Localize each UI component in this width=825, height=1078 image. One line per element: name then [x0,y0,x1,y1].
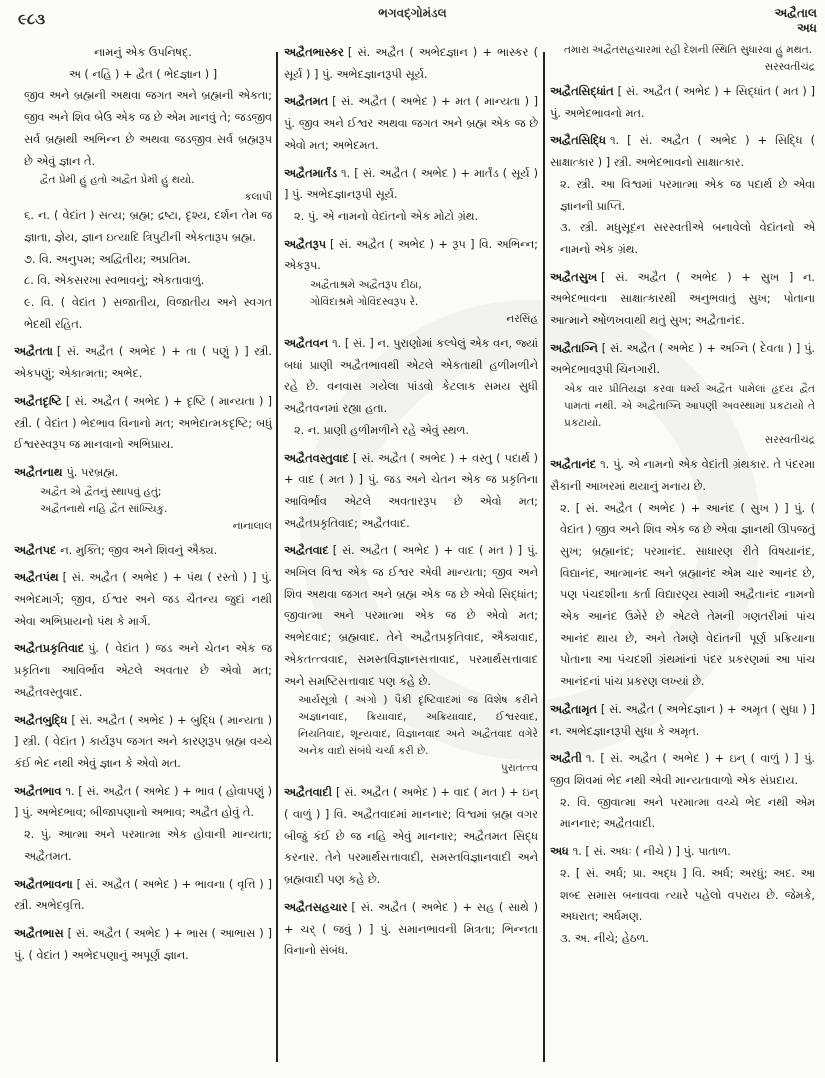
dictionary-entry [14,781,272,868]
definition-text: પું. પરબ્રહ્મ. [66,465,119,479]
definition-text: [ સં. અદ્વૈત ( અભેદ ) + રૂપ ] વિ. અભિન્ન; એકરૂપ. [284,237,538,273]
sense: ૯. વિ. ( વેદાંત ) સજાતીય, વિજાતીય અને સ્વગત ભેદથી રહિત. [24,296,272,331]
sense: ૭. વિ. અનુપમ; અદ્વિતીય; અપ્રતિમ. [24,252,191,266]
sense: ૨. સ્ત્રી. આ વિશ્વમાં પરમાત્મા એક જ પદાર્થ છે એવા જ્ઞાનની પ્રાપ્તિ. [560,177,815,213]
headword: અદ્વૈતનાથ [14,465,63,479]
sense: ૨. ન. પ્રાણી હળીમળીને રહે એવું સ્થળ. [294,423,469,437]
definition-text: [ સં. અદ્વૈત ( અભેદ ) + વાદ ( મત ) + ઇન્ ( વાળું ) ] વિ. અદ્વૈતવાદમાં માનનાર; વિશ્વમાં બ્રહ્મ વગર બીજું કંઈ છે જ નહિ એવું માનનાર; અદ્વૈતમત સિદ્ધ કરનાર. તેને પરમાર્થસત્તાવાદી, સમસ્તવિજ્ઞાનવાદી અને બ્રહ્મવાદી પણ કહે છે. [284,786,538,887]
definition-text: [ સં. અદ્વૈત ( અભેદ ) + સિદ્ધાંત ( મત ) ] પું. અભેદભાવનો મત. [550,85,815,120]
dictionary-entry [284,163,538,228]
headword: અદ્વૈતમત [284,95,329,109]
etymology-line: અ ( નહિ ) + દ્વૈત ( ભેદજ્ઞાન ) ] [68,67,218,81]
continuation-line: નામનું એક ઉપનિષદ્. [94,46,192,59]
dictionary-entry [550,338,815,448]
guide-word-last: અધ [797,21,817,35]
definition-text: પું. ( વેદાંત ) જડ અને ચેતન એક જ પ્રકૃતિના આવિર્ભાવ એટલે અવતાર છે એવો મત; અદ્વૈતવસ્તુવાદ. [14,642,272,699]
headword: અદ્વૈતસુખ [550,270,598,284]
headword: અદ્વૈતવાદી [284,786,332,800]
headword: અદ્વૈતરૂપ [284,237,326,251]
dictionary-entry [550,841,815,950]
dictionary-entry [284,897,538,962]
headword: અદ્વૈતવન [284,337,329,351]
dictionary-entry [14,638,272,703]
dictionary-entry [284,782,538,891]
sense: ૨. પું. આત્મા અને પરમાત્મા એક હોવાની માન્યતા; અદ્વૈતમત. [24,828,272,863]
definition-text: ૧. [ સં. અદ્વૈત ( અભેદ ) + સિદ્ધિ ( સાક્ષાત્કાર ) ] સ્ત્રી. અભેદભાવનો સાક્ષાત્કાર. [550,134,815,170]
quotation: એક વાર પ્રીતિયજ્ઞ કરવા ધર્મ્ય અદ્વૈત પામેલાં હૃદય દ્વૈત પામતાં નથી. એ અદ્વૈતાગ્નિ આપણી અવસ્થામાં પ્રકટાયો તે પ્રકટાયો. [564,383,815,430]
dictionary-entry [284,234,538,327]
sense: ૨. વિ. જીવાત્મા અને પરમાત્મા વચ્ચે ભેદ નથી એમ માનનાર; અદ્વૈતવાદી. [560,795,815,831]
sense: ૩. અ. નીચે; હેઠળ. [560,931,649,945]
dictionary-title: ભગવદ્ગોમંડલ [378,6,447,20]
definition-text: [ સં. અદ્વૈત ( અભેદ ) + સુખ ] ન. અભેદભાવના સાક્ષાત્કારથી અનુભવાતું સુખ; પોતાના આત્માને ઓળખવાથી થતું સુખ; અદ્વૈતાનંદ. [550,270,815,328]
dictionary-entry [284,333,538,442]
headword: અદ્વૈતપદ [14,543,57,557]
quotation: તમારા અદ્વૈતસહચારમાં રહી દેશની સ્થિતિ સુધારવા હું મથત. [564,44,813,56]
quotation-source: નાનાલાલ [232,519,272,532]
quotation-source: પુરાતત્ત્વ [500,762,538,775]
dictionary-entry [550,748,815,835]
definition-text: ૧. પું. એ નામનો એક વેદાંતી ગ્રંથકાર. તે પંદરમા સૈકાની આખરમાં થયાનું મનાય છે. [550,458,815,493]
definition-text: [ સં. અદ્વૈત ( અભેદ ) + ભાવના ( વૃત્તિ ) ] સ્ત્રી. અભેદવૃત્તિ. [14,877,272,913]
quotation-source: નરસિંહ [506,313,538,326]
definition-text: ન. મુક્તિ; જીવ અને શિવનું ઐક્ય. [60,543,218,557]
definition-text: ૧. [ સં. અધઃ ( નીચે ) ] પું. પાતાળ. [572,845,731,859]
page-header [0,0,825,46]
headword: અદ્વૈતાગ્નિ [550,341,598,355]
continued-quotation [550,42,815,75]
middle-column [284,42,538,968]
headword: અદ્વૈતતા [14,345,53,359]
sense: ૬. ન. ( વેદાંત ) સત્ય; બ્રહ્મ; દ્રષ્ટા, દૃશ્ય, દર્શન તેમ જ જ્ઞાતા, જ્ઞેય, જ્ઞાન ઇત્યાદિ ત્રિપુટીની એકતારૂપ બ્રહ્મ. [24,209,272,244]
dictionary-entry [550,81,815,124]
dictionary-entry [284,448,538,535]
headword: અદ્વૈતસિદ્ધાંત [550,85,614,98]
definition-text: [ સં. અદ્વૈત ( અભેદ ) + સહ ( સાથે ) + ચર્ ( જવું ) ] પું. સમાનભાવની મિત્રતા; ભિન્નતા વિનાનો સંબંધ. [284,900,538,958]
dictionary-entry [14,391,272,456]
definition-text: ૧. [ સં. અદ્વૈત ( અભેદ ) + ભાવ ( હોવાપણું ) ] પું. અભેદભાવ; બીજાપણાનો અભાવ; અદ્વૈત હોવું તે. [14,784,272,820]
dictionary-entry [284,42,538,85]
dictionary-entry [550,130,815,260]
definition-text: [ સં. અદ્વૈત ( અભેદ ) + તા ( પણું ) ] સ્ત્રી. એકપણું; એકાત્મતા; અભેદ. [14,345,272,381]
definition-text: ૧. [ સં. અદ્વૈત ( અભેદ ) + ઇન્ ( વાળું ) ] પું. જીવ શિવમાં ભેદ નથી એવી માન્યતાવાળો એક સંપ્રદાય. [550,752,815,787]
definition-text: [ સં. અદ્વૈત ( અભેદ ) + મત ( માન્યતા ) ] પું. જીવ અને ઈશ્વર અથવા જગત અને બ્રહ્મ એક જ છે એવો મત; અભેદમત. [284,95,538,152]
dictionary-entry [14,341,272,384]
headword: અદ્વૈતભાસ [14,926,64,940]
dictionary-entry [284,91,538,156]
guide-words [775,6,817,36]
headword: અદ્વૈતવાદ [284,544,329,558]
left-column [14,42,272,972]
right-column [550,42,815,956]
dictionary-entry [550,454,815,693]
headword: અદ્વૈતભાવ [14,784,62,798]
dictionary-entry [550,699,815,742]
definition-text: [ સં. અદ્વૈત ( અભેદ ) + પંથ ( રસ્તો ) ] પું. અભેદમાર્ગ; જીવ, ઈશ્વર અને જડ ચૈતન્ય જુદાં નથી એવા અભિપ્રાયનો પંથ કે માર્ગ. [14,571,272,628]
headword: અદ્વૈતભાવના [14,877,73,891]
quotation: દ્વૈત પ્રેમી હું હતો અદ્વૈત પ્રેમી હું થયો. [40,174,195,187]
sense: ૨. [ સં. અદ્વૈત ( અભેદ ) + આનંદ ( સુખ ) ] પું. ( વેદાંત ) જીવ અને શિવ એક જ છે એવા જ્ઞાનથી ઊપજતું સુખ; બ્રહ્માનંદ; પરમાનંદ. સાધારણ રીતે વિષયાનંદ, વિદ્યાનંદ, આત્માનંદ અને બ્રહ્માનંદ એમ ચાર આનંદ છે, પણ પંચદશીના કર્તા વિદ્યારણ્ય સ્વામી અદ્વૈતાનંદ નામનો એક આનંદ ઉમેરે છે એટલે તેમની ગણતરીમાં પાંચ આનંદ થાય છે, અને તેમણે વેદાંતની પૂર્ણ પ્રક્રિયાના પોતાના આ પંચદશી ગ્રંથમાંનાં પંદર પ્રકરણમાં આ પાંચ આનંદનાં પાંચ પ્રકરણ લખ્યાં છે. [560,501,815,689]
quotation: અદ્વૈતનાથે નહિ દ્વૈત સાંખ્યિકું. [40,502,168,515]
dictionary-entry [14,540,272,562]
definition-text: [ સં. અદ્વૈત ( અભેદ ) + ભાસ ( આભાસ ) ] પું. ( વેદાંત ) અભેદપણાનું અપૂર્ણ જ્ઞાન. [14,926,272,962]
sense: ૨. [ સં. અર્ધ; પ્રા. અદ્ધ ] વિ. અર્ધ; અરધું; અદ. આ શબ્દ સમાસ બનાવવા ત્યારે પહેલો વપરાય છે. જેમકે, અધરાત; અર્ધમણ. [560,866,815,924]
quotation-source: સરસ્વતીચંદ્ર [764,61,815,73]
headword: અદ્વૈતી [550,752,582,766]
definition-text: [ સં. અદ્વૈત ( અભેદજ્ઞાન ) + અમૃત ( સુધા ) ] ન. અભેદજ્ઞાનરૂપી સુધા કે અમૃત. [550,702,815,738]
definition-text: [ સં. અદ્વૈત ( અભેદ ) + અગ્નિ ( દેવતા ) ] પું. અભેદભાવરૂપી ચિનગારી. [550,341,815,377]
quotation-source: સરસ્વતીચંદ્ર [764,434,815,447]
definition-text: [ સં. અદ્વૈત ( અભેદ ) + બુદ્ધિ ( માન્યતા ) ] સ્ત્રી. ( વેદાંત ) કાર્યરૂપ જગત અને કારણરૂપ બ્રહ્મ વચ્ચે કંઈ ભેદ નથી એવું જ્ઞાન કે એવો મત. [14,713,272,770]
headword: અદ્વૈતદૃષ્ટિ [14,394,62,408]
definition-text: જીવ અને બ્રહ્મની અથવા જગત અને બ્રહ્મની એકતા; જીવ અને શિવ બેઉ એક જ છે એમ માનવું તે; જડજીવ સર્વ બ્રહ્મથી અભિન્ન છે અથવા જડજીવ સર્વ બ્રહ્મરૂપ છે એવું જ્ઞાન તે. [24,89,272,168]
definition-text: ૧. [ સં. ] ન. પુરાણોમાં કલ્પેલું એક વન, જ્યાં બધાં પ્રાણી અદ્વૈતભાવથી એટલે એકતાથી હળીમળીને રહે છે. વનવાસ ગયેલા પાંડવો કેટલાક સમય સુધી અદ્વૈતવનમાં રહ્યા હતા. [284,337,538,416]
dictionary-entry [14,874,272,917]
sense: ૩. સ્ત્રી. મધુસૂદન સરસ્વતીએ બનાવેલો વેદાંતનો એ નામનો એક ગ્રંથ. [560,221,815,256]
quotation: ગોવિંદાશ્રમે ગોવિંદસ્વરૂપ રે. [310,296,419,309]
guide-word-first: અદ્વૈતાલ [774,6,817,20]
headword: અદ્વૈતસહચાર [284,900,348,914]
quotation: આર્યસૂત્રો ( અંગો ) પૈકી દૃષ્ટિવાદમાં જ વિશેષ કરીને અજ્ઞાનવાદ, ક્રિયાવાદ, અક્રિયાવાદ, ઈશ્વરવાદ, નિયતિવાદ, શૂન્યવાદ, વિજ્ઞાનવાદ અને અદ્વૈતવાદ વગેરે અનેક વાદો સંબંધે ચર્ચા કરી છે. [298,694,538,758]
headword: અધ [550,845,569,859]
definition-text: [ સં. અદ્વૈત ( અભેદ ) + વાદ ( મત ) ] પું. અખિલ વિશ્વ એક જ ઈશ્વર એવી માન્યતા; જીવ અને શિવ અથવા જગત અને બ્રહ્મ એક જ છે એવો સિદ્ધાંત; જીવાત્મા અને પરમાત્મા એક જ છે એવો મત; અભેદવાદ; બ્રહ્મવાદ. તેને અદ્વૈતપ્રકૃતિવાદ, ઐક્યવાદ, એકતત્ત્વવાદ, સમસ્તવિજ્ઞાનસત્તાવાદ, પરમાર્થસત્તાવાદ અને સમષ્ટિસત્તાવાદ પણ કહે છે. [284,544,538,688]
page-number: ૯૮૩ [18,10,46,28]
quotation: અદ્વૈતાશ્રમે અદ્વૈતરૂપ દીઠા, [310,279,422,292]
dictionary-entry [14,567,272,632]
column-divider [276,52,278,1062]
headword: અદ્વૈતબુદ્ધિ [14,713,68,727]
dictionary-entry [14,710,272,775]
continued-entry [14,42,272,335]
dictionary-entry [14,923,272,966]
sense: ૨. પું. એ નામનો વેદાંતનો એક મોટો ગ્રંથ. [294,209,479,223]
quotation: અદ્વૈત એ દ્વૈતનું સ્થાપવું હતું; [40,485,162,498]
quotation-source: કલાપી [244,191,272,204]
sense: ૮. વિ. એકસરખા સ્વભાવનું; એકતાવાળું. [24,274,205,288]
definition-text: [ સં. અદ્વૈત ( અભેદજ્ઞાન ) + ભાસ્કર ( સૂર્ય ) ] પું. અભેદજ્ઞાનરૂપી સૂર્ય. [284,46,538,81]
definition-text: [ સં. અદ્વૈત ( અભેદ ) + દૃષ્ટિ ( માન્યતા ) ] સ્ત્રી. ( વેદાંત ) ભેદભાવ વિનાનો મત; અભેદાત્મકદૃષ્ટિ; બધું ઈશ્વરસ્વરૂપ જ માનવાનો અભિપ્રાય. [14,394,272,452]
headword: અદ્વૈતવસ્તુવાદ [284,451,349,465]
dictionary-entry [284,540,538,776]
definition-text: ૧. [ સં. અદ્વૈત ( અભેદ ) + માર્તંડ ( સૂર્ય ) ] પું. અભેદજ્ઞાનરૂપી સૂર્ય. [284,166,538,202]
dictionary-entry [550,267,815,332]
headword: અદ્વૈતસિદ્ધિ [550,134,606,148]
headword: અદ્વૈતપ્રકૃતિવાદ [14,642,85,656]
dictionary-entry [14,462,272,534]
column-divider [543,52,545,1062]
headword: અદ્વૈતામૃત [550,702,597,716]
headword: અદ્વૈતપંથ [14,571,59,585]
headword: અદ્વૈતાનંદ [550,458,597,472]
headword: અદ્વૈતમાર્તંડ [284,166,338,180]
headword: અદ્વૈતભાસ્કર [284,46,344,59]
definition-text: [ સં. અદ્વૈત ( અભેદ ) + વસ્તુ ( પદાર્થ ) + વાદ ( મત ) ] પું. જડ અને ચેતન એક જ પ્રકૃતિના આવિર્ભાવ એટલે અવતારરૂપ છે એવો મત; અદ્વૈતપ્રકૃતિવાદ; અદ્વૈતવાદ. [284,451,538,530]
